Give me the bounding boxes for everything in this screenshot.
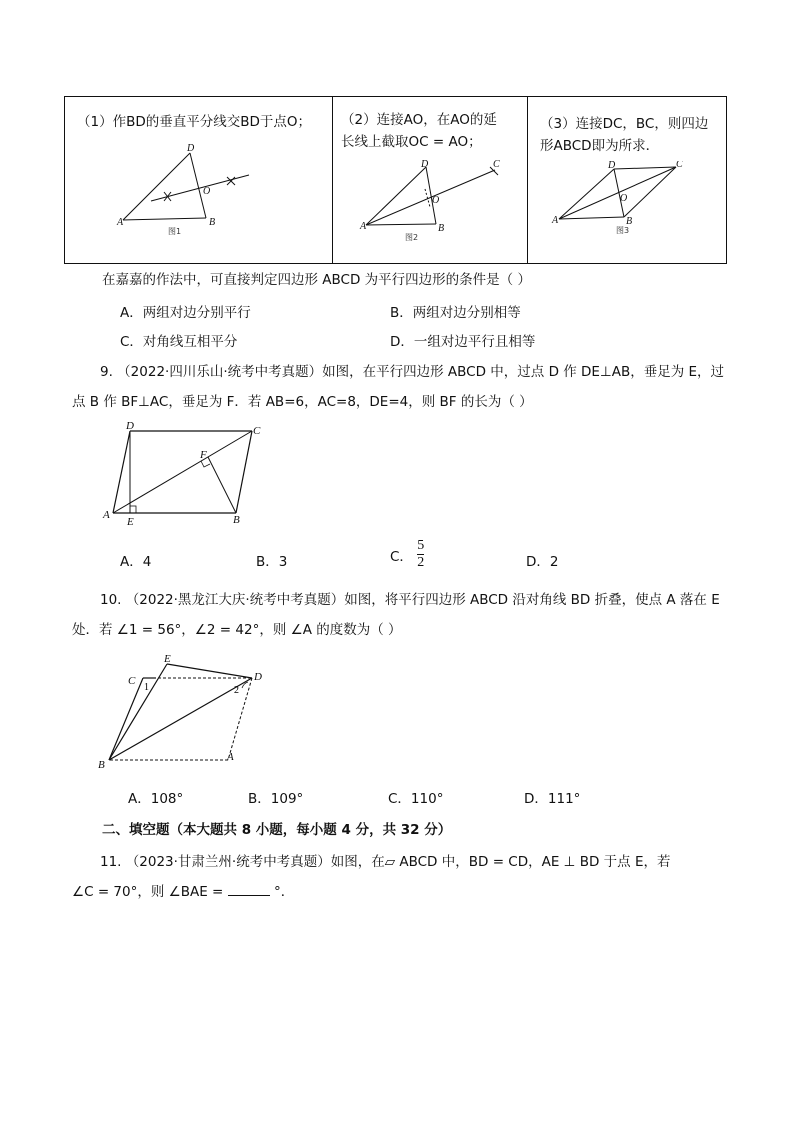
section-title: 二、填空题（本大题共 8 小题，每小题 4 分，共 32 分） xyxy=(102,822,452,838)
figure-1 xyxy=(65,143,333,263)
point-b: B xyxy=(233,514,240,526)
construction-step-1 xyxy=(65,97,333,263)
q9-figure xyxy=(96,418,276,528)
q10-option-b: B．109° xyxy=(248,791,304,807)
q9-line-2: 点 B 作 BF⊥AC，垂足为 F．若 AB=6，AC=8，DE=4，则 BF 的长为（ ） xyxy=(72,394,533,410)
point-e: E xyxy=(127,516,134,528)
angle-1-label: 1 xyxy=(144,682,149,693)
step-3-text: （3）连接DC，BC，则四边 形ABCD即为所求． xyxy=(540,116,709,154)
point-a: A xyxy=(117,217,124,228)
point-c: C xyxy=(128,675,136,687)
point-o: O xyxy=(620,193,628,204)
figure-3 xyxy=(528,161,726,261)
figure-2-label: 图2 xyxy=(405,233,419,242)
point-f: F xyxy=(200,449,207,461)
q10-option-a: A．108° xyxy=(128,791,184,807)
q9-option-b: B．3 xyxy=(256,554,288,570)
point-o: O xyxy=(203,186,211,197)
figure-1-label: 图1 xyxy=(168,227,182,236)
step-1-text: （1）作BD的垂直平分线交BD于点O； xyxy=(77,114,312,130)
point-a: A xyxy=(103,509,110,521)
q10-figure xyxy=(94,650,294,772)
q9-option-a: A．4 xyxy=(120,554,152,570)
q10-line-1: 10. （2022·黑龙江大庆·统考中考真题）如图，将平行四边形 ABCD 沿对角线 BD 折叠，使点 A 落在 E xyxy=(100,592,720,608)
q9-line-1: 9. （2022·四川乐山·统考中考真题）如图，在平行四边形 ABCD 中，过点 D 作 DE⊥AB，垂足为 E，过 xyxy=(100,364,725,380)
point-b: B xyxy=(98,759,105,771)
point-c: C xyxy=(253,425,261,437)
point-a: A xyxy=(360,221,367,232)
point-d: D xyxy=(126,420,134,432)
q11-line-2: ∠C = 70°，则 ∠BAE = °． xyxy=(72,880,294,900)
construction-table xyxy=(64,96,727,264)
q10-line-2: 处．若 ∠1 = 56°，∠2 = 42°，则 ∠A 的度数为（ ） xyxy=(72,622,402,638)
point-b: B xyxy=(438,223,445,234)
point-d: D xyxy=(254,671,262,683)
point-a: A xyxy=(552,215,559,226)
q10-option-d: D．111° xyxy=(524,791,581,807)
q8-option-c: C．对角线互相平分 xyxy=(120,334,238,350)
point-b: B xyxy=(209,217,216,228)
q8-option-d: D．一组对边平行且相等 xyxy=(390,334,536,350)
fraction: $\frac{5}{2}$ xyxy=(417,538,425,570)
q8-option-b: B．两组对边分别相等 xyxy=(390,305,521,321)
point-d: D xyxy=(187,143,195,154)
point-a: A xyxy=(227,751,234,763)
construction-step-3 xyxy=(528,97,726,263)
q9-option-c: C． $\frac{5}{2}$ xyxy=(390,538,425,570)
step-2-text: （2）连接AO，在AO的延 长线上截取OC = AO； xyxy=(341,112,497,150)
q9-option-d: D．2 xyxy=(526,554,559,570)
point-b: B xyxy=(626,216,633,227)
construction-step-2 xyxy=(333,97,528,263)
point-d: D xyxy=(608,161,616,171)
q8-stem: 在嘉嘉的作法中，可直接判定四边形 ABCD 为平行四边形的条件是（ ） xyxy=(102,272,531,288)
angle-2-label: 2 xyxy=(234,685,239,696)
answer-blank[interactable] xyxy=(228,881,270,896)
point-e: E xyxy=(164,653,171,665)
point-c: C xyxy=(676,161,683,170)
q10-option-c: C．110° xyxy=(388,791,444,807)
figure-2 xyxy=(333,159,528,259)
q8-option-a: A．两组对边分别平行 xyxy=(120,305,251,321)
point-c: C xyxy=(493,159,500,170)
point-o: O xyxy=(432,195,440,206)
figure-3-label: 图3 xyxy=(616,226,630,235)
q11-line-1: 11. （2023·甘肃兰州·统考中考真题）如图，在▱ ABCD 中，BD = CD，AE ⊥ BD 于点 E，若 xyxy=(100,854,671,870)
point-d: D xyxy=(421,159,429,170)
